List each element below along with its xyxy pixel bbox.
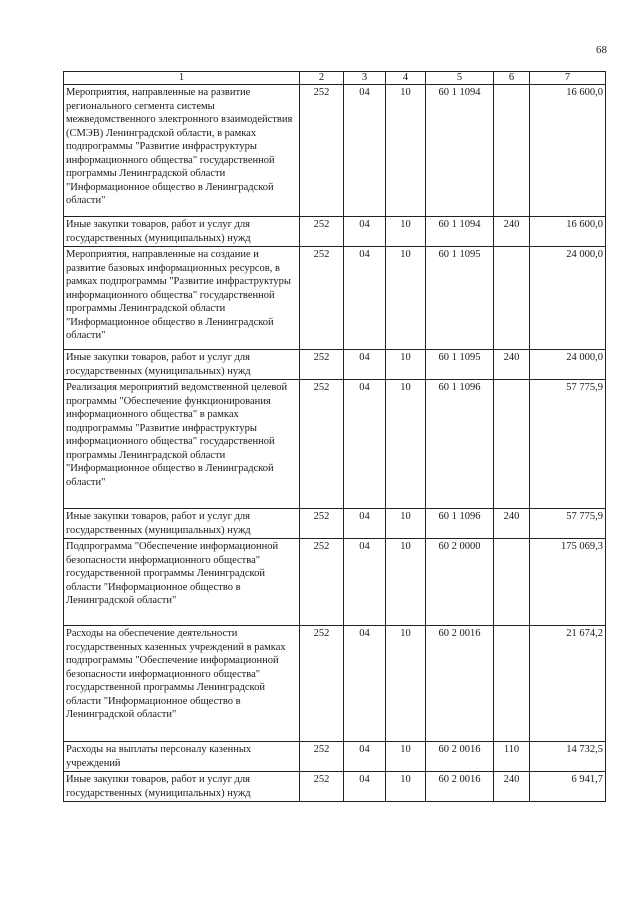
row-name: Расходы на обеспечение деятельности государственных казенных учреждений в рамках подпрограммы "Обеспечение информационной безопасности информационного общества" государственной программы Ленинградской области "Информационное общество в Ленинградской области": [64, 626, 300, 742]
table-row: [64, 772, 606, 802]
table-row: [64, 85, 606, 217]
cell-col5: 60 2 0016: [426, 626, 494, 742]
column-header: 1: [64, 72, 300, 85]
cell-col2: 252: [300, 626, 344, 742]
table-row: [64, 509, 606, 539]
cell-col4: 10: [386, 742, 426, 772]
row-name: Расходы на выплаты персоналу казенных учреждений: [64, 742, 300, 772]
cell-col7: 175 069,3: [530, 539, 606, 626]
table-row: [64, 539, 606, 626]
cell-col7: 24 000,0: [530, 350, 606, 380]
cell-col3: 04: [344, 742, 386, 772]
cell-col3: 04: [344, 509, 386, 539]
row-name: Иные закупки товаров, работ и услуг для государственных (муниципальных) нужд: [64, 217, 300, 247]
cell-col6: 240: [494, 350, 530, 380]
table-row: [64, 217, 606, 247]
cell-col6: [494, 85, 530, 217]
cell-col5: 60 1 1094: [426, 217, 494, 247]
cell-col3: 04: [344, 247, 386, 350]
cell-col4: 10: [386, 85, 426, 217]
table-row: [64, 380, 606, 509]
column-header: 6: [494, 72, 530, 85]
cell-col6: 240: [494, 772, 530, 802]
cell-col5: 60 1 1096: [426, 509, 494, 539]
cell-col7: 57 775,9: [530, 380, 606, 509]
cell-col2: 252: [300, 539, 344, 626]
cell-col5: 60 2 0016: [426, 742, 494, 772]
row-name: Иные закупки товаров, работ и услуг для государственных (муниципальных) нужд: [64, 350, 300, 380]
table-row: [64, 626, 606, 742]
cell-col7: 21 674,2: [530, 626, 606, 742]
cell-col7: 14 732,5: [530, 742, 606, 772]
cell-col2: 252: [300, 742, 344, 772]
table-row: [64, 742, 606, 772]
cell-col5: 60 1 1095: [426, 350, 494, 380]
cell-col2: 252: [300, 217, 344, 247]
cell-col3: 04: [344, 772, 386, 802]
cell-col2: 252: [300, 85, 344, 217]
cell-col4: 10: [386, 247, 426, 350]
cell-col5: 60 2 0016: [426, 772, 494, 802]
cell-col5: 60 1 1094: [426, 85, 494, 217]
cell-col2: 252: [300, 247, 344, 350]
cell-col5: 60 2 0000: [426, 539, 494, 626]
column-header: 4: [386, 72, 426, 85]
table-header-row: [64, 72, 606, 85]
column-header: 7: [530, 72, 606, 85]
row-name: Мероприятия, направленные на создание и развитие базовых информационных ресурсов, в рамках подпрограммы "Развитие инфраструктуры информационного общества" государственной программы Ленинградской области "Информационное общество в Ленинградской области": [64, 247, 300, 350]
cell-col2: 252: [300, 380, 344, 509]
table-row: [64, 247, 606, 350]
cell-col3: 04: [344, 626, 386, 742]
cell-col6: [494, 626, 530, 742]
budget-table: [63, 71, 606, 802]
cell-col5: 60 1 1095: [426, 247, 494, 350]
cell-col6: 240: [494, 217, 530, 247]
cell-col2: 252: [300, 350, 344, 380]
cell-col7: 6 941,7: [530, 772, 606, 802]
cell-col6: 240: [494, 509, 530, 539]
cell-col4: 10: [386, 217, 426, 247]
column-header: 3: [344, 72, 386, 85]
row-name: Иные закупки товаров, работ и услуг для государственных (муниципальных) нужд: [64, 772, 300, 802]
cell-col6: [494, 247, 530, 350]
column-header: 5: [426, 72, 494, 85]
cell-col5: 60 1 1096: [426, 380, 494, 509]
cell-col6: [494, 539, 530, 626]
row-name: Мероприятия, направленные на развитие регионального сегмента системы межведомственного электронного взаимодействия (СМЭВ) Ленинградской области, в рамках подпрограммы "Развитие инфраструктуры информационного общества" государственной программы Ленинградской области "Информационное общество в Ленинградской области": [64, 85, 300, 217]
row-name: Реализация мероприятий ведомственной целевой программы "Обеспечение функционирования информационного общества" в рамках подпрограммы "Развитие инфраструктуры информационного общества" государственной программы Ленинградской области "Информационное общество в Ленинградской области": [64, 380, 300, 509]
cell-col4: 10: [386, 539, 426, 626]
cell-col3: 04: [344, 380, 386, 509]
table-row: [64, 350, 606, 380]
column-header: 2: [300, 72, 344, 85]
cell-col4: 10: [386, 626, 426, 742]
cell-col4: 10: [386, 772, 426, 802]
cell-col4: 10: [386, 350, 426, 380]
cell-col6: 110: [494, 742, 530, 772]
cell-col7: 57 775,9: [530, 509, 606, 539]
cell-col7: 16 600,0: [530, 85, 606, 217]
page-number: 68: [596, 44, 607, 56]
row-name: Подпрограмма "Обеспечение информационной безопасности информационного общества" государственной программы Ленинградской области "Информационное общество в Ленинградской области": [64, 539, 300, 626]
cell-col2: 252: [300, 772, 344, 802]
row-name: Иные закупки товаров, работ и услуг для государственных (муниципальных) нужд: [64, 509, 300, 539]
cell-col4: 10: [386, 380, 426, 509]
cell-col7: 24 000,0: [530, 247, 606, 350]
cell-col3: 04: [344, 85, 386, 217]
cell-col3: 04: [344, 217, 386, 247]
cell-col6: [494, 380, 530, 509]
cell-col2: 252: [300, 509, 344, 539]
cell-col7: 16 600,0: [530, 217, 606, 247]
cell-col3: 04: [344, 350, 386, 380]
cell-col4: 10: [386, 509, 426, 539]
cell-col3: 04: [344, 539, 386, 626]
